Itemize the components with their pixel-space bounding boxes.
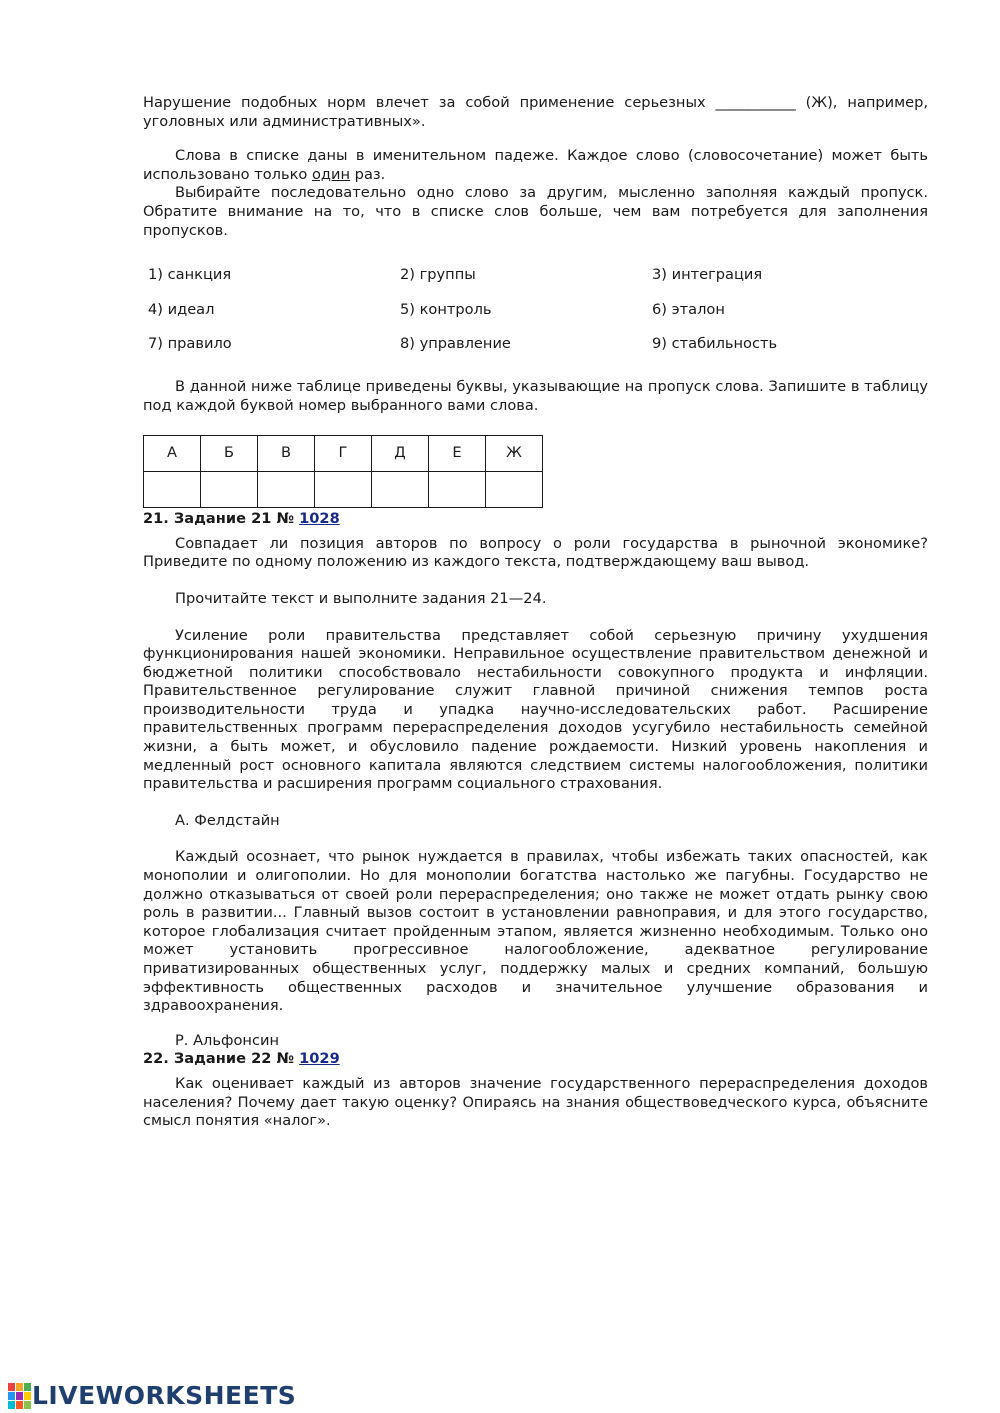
- read-prompt: Прочитайте текст и выполните задания 21—24.: [175, 589, 547, 607]
- logo-block: [8, 1392, 15, 1400]
- word-option: 5) контроль: [400, 300, 492, 318]
- answer-cell-zh[interactable]: [486, 472, 543, 508]
- answer-cell-a[interactable]: [144, 472, 201, 508]
- word-option: 7) правило: [148, 335, 232, 353]
- word-option: 8) управление: [400, 335, 511, 353]
- task-22-link[interactable]: 1029: [299, 1050, 340, 1068]
- answer-letter: А: [144, 436, 201, 472]
- answer-cell-d[interactable]: [372, 472, 429, 508]
- table-instruction: В данной ниже таблице приведены буквы, указывающие на пропуск слова. Запишите в таблицу под каждой буквой номер выбранного вами слова.: [143, 377, 928, 414]
- word-option: 1) санкция: [148, 266, 232, 284]
- author-feldstein: А. Фелдстайн: [175, 811, 280, 829]
- worksheet-page: [143, 94, 928, 1131]
- answer-cell-b[interactable]: [201, 472, 258, 508]
- answer-cell-g[interactable]: [315, 472, 372, 508]
- logo-block: [8, 1401, 15, 1409]
- author-alfonsin: Р. Альфонсин: [175, 1031, 279, 1049]
- task-21-link[interactable]: 1028: [299, 510, 340, 528]
- word-option: 3) интеграция: [652, 266, 763, 284]
- answer-letter: Г: [315, 436, 372, 472]
- instruction-1-part-1: Слова в списке даны в именительном падеже. Каждое слово (словосочетание) может быть использовано только: [143, 147, 928, 183]
- logo-blocks-icon: [8, 1383, 30, 1409]
- task-21-title: 21. Задание 21 №: [143, 510, 300, 528]
- logo-block: [24, 1383, 31, 1391]
- task-21-heading: [143, 510, 928, 529]
- logo-block: [16, 1383, 23, 1391]
- instruction-1-part-2: раз.: [350, 165, 386, 183]
- text-alfonsin: Каждый осознает, что рынок нуждается в правилах, чтобы избежать таких опасностей, как монополии и олигополии. Но для монополии богатства настолько же пагубны. Государство не должно отказываться от своей роли перераспределения; оно также не может отдать рынку свою роль в развитии... Главный вызов состоит в установлении равноправия, и для этого государство, которое глобализация считает пройденным этапом, является жизненно необходимым. Только оно может установить прогрессивное налогообложение, адекватное регулирование приватизированных общественных услуг, поддержку малых и средних компаний, большую эффективность общественных расходов и значительное улучшение образования и здравоохранения.: [143, 848, 928, 1015]
- instruction-1-underlined-word: один: [312, 165, 351, 183]
- instruction-paragraph-2: Выбирайте последовательно одно слово за другим, мысленно заполняя каждый пропуск. Обратите внимание на то, что в списке слов больше, чем вам потребуется для заполнения пропусков.: [143, 184, 928, 239]
- logo-block: [24, 1392, 31, 1400]
- answer-letter: Д: [372, 436, 429, 472]
- answer-cell-e[interactable]: [429, 472, 486, 508]
- task-22-question: Как оценивает каждый из авторов значение государственного перераспределения доходов населения? Почему дает такую оценку? Опираясь на знания обществоведческого курса, объясните смысл понятия «налог».: [143, 1074, 928, 1130]
- text-feldstein: Усиление роли правительства представляет собой серьезную причину ухудшения функционирования нашей экономики. Неправильное осуществление правительством денежной и бюджетной политики способствовало нестабильности совокупного продукта и инфляции. Правительственное регулирование служит главной причиной снижения темпов роста производительности труда и упадка научно-исследовательских работ. Расширение правительственных программ перераспределения доходов усугубило нестабильность семейной жизни, а быть может, и обусловило падение рождаемости. Низкий уровень накопления и медленный рост основного капитала являются следствием системы налогообложения, политики правительства и расширения программ социального страхования.: [143, 626, 928, 793]
- answer-letter: Б: [201, 436, 258, 472]
- answer-cell-v[interactable]: [258, 472, 315, 508]
- logo-text: LIVEWORKSHEETS: [32, 1380, 297, 1410]
- word-list: [143, 266, 928, 354]
- task-22-title: 22. Задание 22 №: [143, 1050, 300, 1068]
- answer-table-header-row: [144, 436, 543, 472]
- logo-block: [16, 1392, 23, 1400]
- task-22-heading: [143, 1050, 928, 1069]
- logo-block: [24, 1401, 31, 1409]
- answer-table: [143, 435, 543, 508]
- answer-letter: Е: [429, 436, 486, 472]
- norms-paragraph: Нарушение подобных норм влечет за собой применение серьезных ___________ (Ж), например, уголовных или административных».: [143, 94, 928, 130]
- instruction-paragraph-1: [143, 147, 928, 184]
- liveworksheets-logo: [8, 1381, 296, 1411]
- answer-table-input-row: [144, 472, 543, 508]
- task-21-question: Совпадает ли позиция авторов по вопросу о роли государства в рыночной экономике? Приведите по одному положению из каждого текста, подтверждающему ваш вывод.: [143, 534, 928, 571]
- answer-letter: В: [258, 436, 315, 472]
- word-option: 6) эталон: [652, 300, 725, 318]
- logo-block: [16, 1401, 23, 1409]
- word-option: 9) стабильность: [652, 335, 778, 353]
- answer-letter: Ж: [486, 436, 543, 472]
- word-option: 2) группы: [400, 266, 476, 284]
- word-option: 4) идеал: [148, 300, 215, 318]
- logo-block: [8, 1383, 15, 1391]
